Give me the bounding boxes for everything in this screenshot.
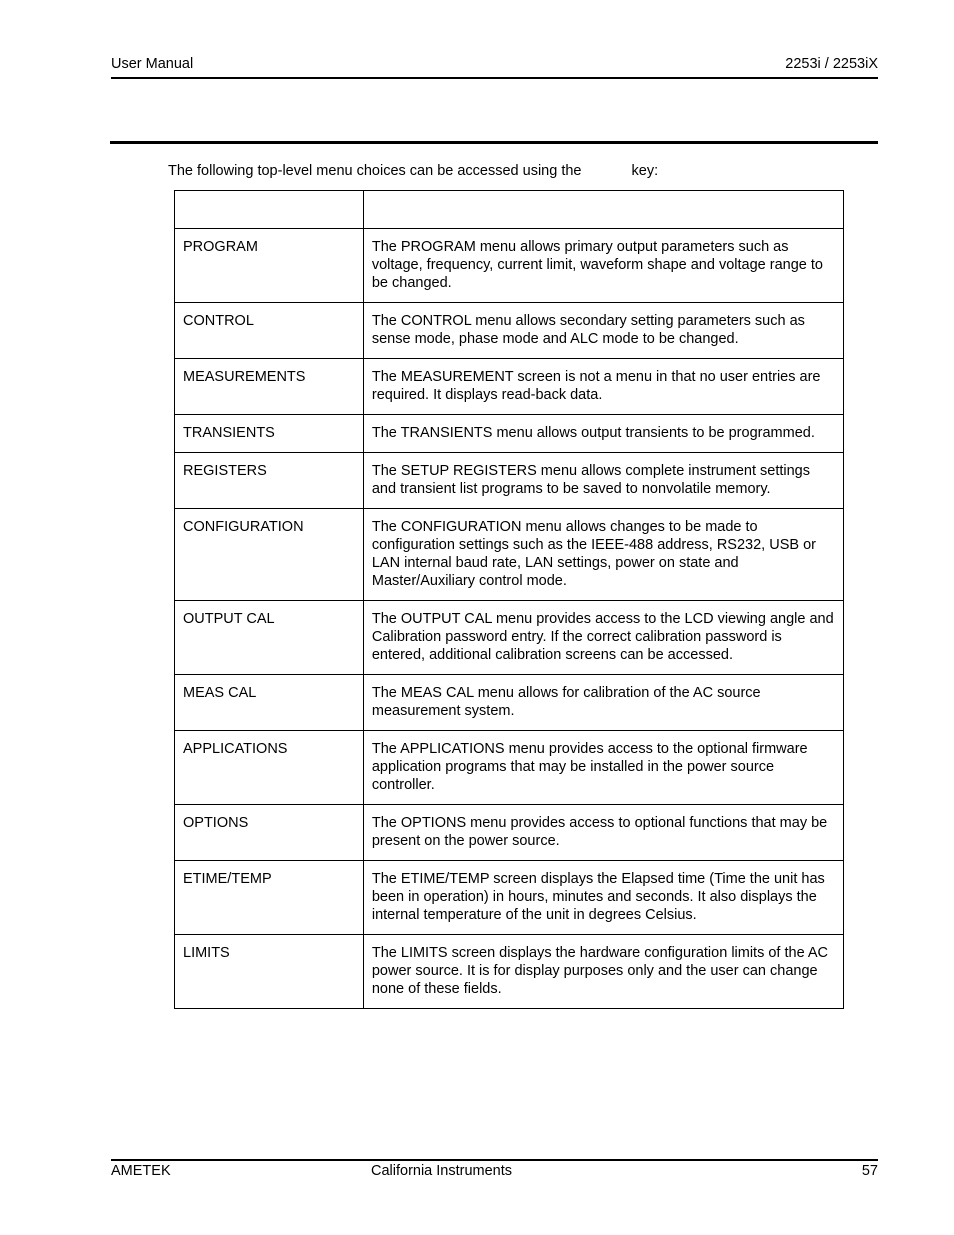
table-row <box>175 453 844 509</box>
menu-table <box>174 190 844 1009</box>
menu-entry-name: CONTROL <box>175 303 364 359</box>
table-body <box>175 229 844 1009</box>
menu-entry-description: The CONFIGURATION menu allows changes to be made to configuration settings such as the IEEE-488 address, RS232, USB or LAN internal baud rate, LAN settings, power on state and Master/Auxiliary control mode. <box>363 509 843 601</box>
intro-key-suffix: key: <box>631 163 659 179</box>
menu-entry-description: The OPTIONS menu provides access to optional functions that may be present on the power source. <box>363 805 843 861</box>
table-row <box>175 861 844 935</box>
menu-entry-description: The APPLICATIONS menu provides access to the optional firmware application programs that may be installed in the power source controller. <box>363 731 843 805</box>
menu-entry-description: The LIMITS screen displays the hardware configuration limits of the AC power source. It is for display purposes only and the user can change none of these fields. <box>363 935 843 1009</box>
menu-entry-name: OUTPUT CAL <box>175 601 364 675</box>
column-header-description <box>363 191 843 229</box>
menu-entry-description: The SETUP REGISTERS menu allows complete instrument settings and transient list programs to be saved to nonvolatile memory. <box>363 453 843 509</box>
footer-company: AMETEK <box>111 1163 171 1179</box>
menu-entry-name: MEASUREMENTS <box>175 359 364 415</box>
menu-entry-description: The OUTPUT CAL menu provides access to the LCD viewing angle and Calibration password entry. If the correct calibration password is entered, additional calibration screens can be accessed. <box>363 601 843 675</box>
menu-entry-name: LIMITS <box>175 935 364 1009</box>
table-row <box>175 359 844 415</box>
header-left-text: User Manual <box>111 56 194 72</box>
section-divider <box>110 141 878 144</box>
page-number: 57 <box>861 1163 878 1179</box>
table-row <box>175 805 844 861</box>
menu-entry-name: OPTIONS <box>175 805 364 861</box>
footer-division: California Instruments <box>371 1163 513 1179</box>
menu-entry-description: The TRANSIENTS menu allows output transients to be programmed. <box>363 415 843 453</box>
menu-entry-description: The MEASUREMENT screen is not a menu in that no user entries are required. It displays read-back data. <box>363 359 843 415</box>
intro-text: The following top-level menu choices can be accessed using the <box>168 163 582 179</box>
column-header-entry <box>175 191 364 229</box>
header-right-text: 2253i / 2253iX <box>785 56 878 72</box>
menu-entry-description: The MEAS CAL menu allows for calibration of the AC source measurement system. <box>363 675 843 731</box>
menu-entry-name: PROGRAM <box>175 229 364 303</box>
page-header <box>111 56 878 79</box>
table-row <box>175 675 844 731</box>
table-row <box>175 415 844 453</box>
menu-entry-description: The ETIME/TEMP screen displays the Elapsed time (Time the unit has been in operation) in hours, minutes and seconds. It also displays the internal temperature of the unit in degrees Celsius. <box>363 861 843 935</box>
table-row <box>175 509 844 601</box>
intro-paragraph <box>168 163 658 179</box>
menu-entry-name: ETIME/TEMP <box>175 861 364 935</box>
menu-entry-description: The PROGRAM menu allows primary output parameters such as voltage, frequency, current limit, waveform shape and voltage range to be changed. <box>363 229 843 303</box>
menu-entry-name: APPLICATIONS <box>175 731 364 805</box>
table-row <box>175 303 844 359</box>
menu-entry-description: The CONTROL menu allows secondary setting parameters such as sense mode, phase mode and ALC mode to be changed. <box>363 303 843 359</box>
menu-entry-name: TRANSIENTS <box>175 415 364 453</box>
table-header-row <box>175 191 844 229</box>
menu-entry-name: MEAS CAL <box>175 675 364 731</box>
table-row <box>175 935 844 1009</box>
table-row <box>175 229 844 303</box>
table-row <box>175 601 844 675</box>
menu-entry-name: REGISTERS <box>175 453 364 509</box>
page-footer <box>111 1159 878 1183</box>
menu-entry-name: CONFIGURATION <box>175 509 364 601</box>
table-row <box>175 731 844 805</box>
